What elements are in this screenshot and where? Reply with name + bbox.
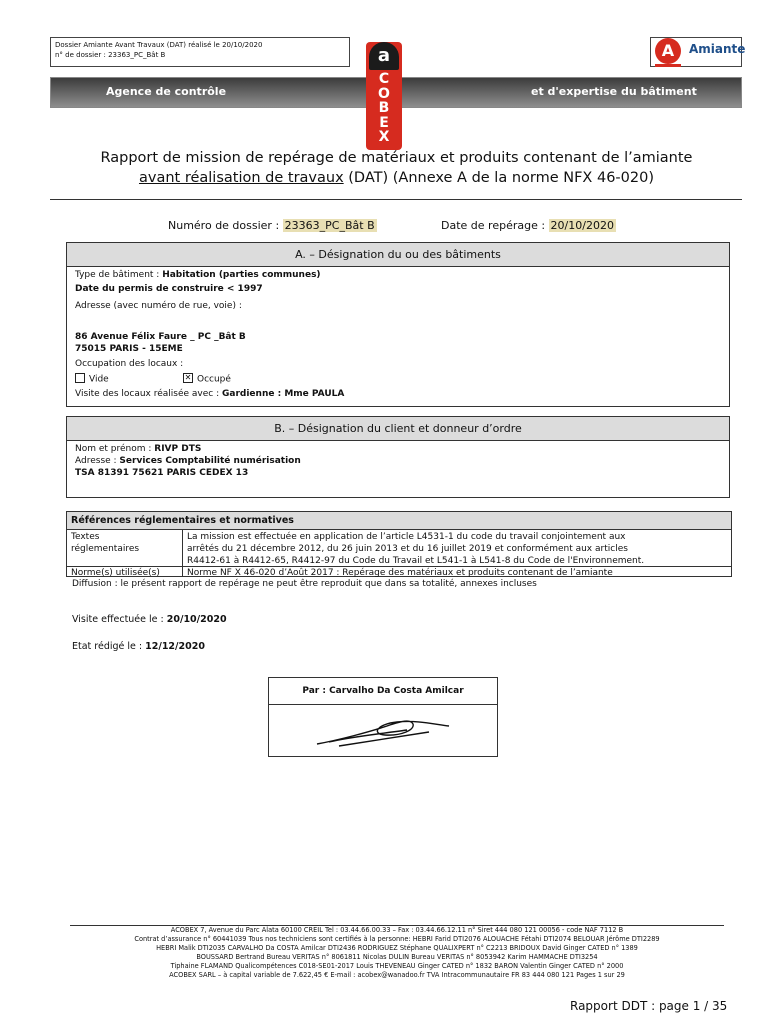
section-a-heading: A. – Désignation du ou des bâtiments <box>67 243 729 267</box>
occupation-vide <box>75 374 109 385</box>
permit-date <box>75 284 263 294</box>
footer-line: Tiphaine FLAMAND Qualicompétences C018-SE01-2017 Louis THEVENEAU Ginger CATED n° 1832 BARON Valentin Ginger CATED n° 2000 <box>170 962 624 970</box>
occupe-checkbox-icon[interactable]: ✕ <box>184 373 192 382</box>
visit-with-label: Visite des locaux réalisée avec : <box>75 389 222 399</box>
report-date <box>72 641 205 652</box>
footer-line: HEBRI Malik DTI2035 CARVALHO Da COSTA Amilcar DTI2436 RODRIGUEZ Stéphane QUALIXPERT n° C2213 BRIDOUX David Ginger CATED n° 1389 <box>156 944 638 952</box>
building-type-value: Habitation (parties communes) <box>162 270 321 280</box>
references-row1-text-line2: arrêtés du 21 décembre 2012, du 26 juin 2013 et du 16 juillet 2019 et conformément aux articles <box>187 544 628 554</box>
references-row1-text-line3: R4412-61 à R4412-65, R4412-97 du Code du Travail et L541-1 à L541-8 du Code de l'Environnement. <box>187 556 645 566</box>
references-row1-text <box>187 531 644 567</box>
client-address-label: Adresse : <box>75 456 120 466</box>
visit-with <box>75 389 344 399</box>
signature-author: Par : Carvalho Da Costa Amilcar <box>269 678 497 705</box>
occupation-occupe <box>183 374 231 385</box>
client-name <box>75 444 201 454</box>
references-row1-label-line1: Textes <box>71 532 100 542</box>
section-b-box <box>66 416 730 498</box>
client-name-value: RIVP DTS <box>154 444 202 454</box>
report-title-underlined: avant réalisation de travaux <box>138 170 344 186</box>
dossier-value: 23363_PC_Bât B <box>284 219 375 232</box>
report-title-line1: Rapport de mission de repérage de matériaux et produits contenant de l’amiante <box>100 150 693 166</box>
report-title-rest: (DAT) (Annexe A de la norme NFX 46-020) <box>343 170 654 186</box>
client-address <box>75 456 301 466</box>
footer-line: ACOBEX 7, Avenue du Parc Alata 60100 CREIL Tel : 03.44.66.00.33 – Fax : 03.44.66.12.11 n° Siret 444 080 121 00056 - code NAF 7112 B <box>170 926 624 934</box>
address-label: Adresse (avec numéro de rue, voie) : <box>75 301 242 311</box>
visit-date <box>72 614 227 625</box>
report-date-label: Etat rédigé le : <box>72 641 146 652</box>
reperage-date-value: 20/10/2020 <box>550 219 614 232</box>
amiante-logo-icon: A <box>655 38 681 64</box>
references-row1-label-line2: réglementaires <box>71 544 140 554</box>
address-line2: 75015 PARIS - 15EME <box>75 344 183 354</box>
amiante-logo-underline <box>655 64 681 67</box>
footer-line: Contrat d’assurance n° 60441039 Tous nos techniciens sont certifiés à la personne: HEBRI Farid DTI2076 ALOUACHE Fétahi DTI2074 BELOUAR Jérôme DTI2289 <box>134 935 660 943</box>
building-type-label: Type de bâtiment : <box>75 270 163 280</box>
handwritten-signature <box>309 710 459 750</box>
vide-checkbox-icon[interactable] <box>75 373 85 383</box>
acobex-letter: E <box>379 114 389 131</box>
acobex-letter: B <box>378 100 390 116</box>
permit-date-value: < 1997 <box>223 284 263 294</box>
page-number: Rapport DDT : page 1 / 35 <box>570 999 728 1013</box>
references-row1-text-line1: La mission est effectuée en application de l’article L4531-1 du code du travail conjointement aux <box>187 532 626 542</box>
building-type <box>75 270 321 280</box>
footer-line: ACOBEX SARL – à capital variable de 7.622,45 € E-mail : acobex@wanadoo.fr TVA Intracommunautaire FR 83 444 080 121 Pages 1 sur 29 <box>169 971 625 979</box>
vide-label: Vide <box>89 374 109 385</box>
references-column-divider <box>182 530 183 577</box>
header-dossier-box <box>50 37 350 67</box>
acobex-letter: X <box>378 129 390 145</box>
footer-line: BOUSSARD Bertrand Bureau VERITAS n° 8061811 Nicolas DULIN Bureau VERITAS n° 8053942 Karim HAMMACHE DTI3254 <box>196 953 598 961</box>
acobex-letter: C <box>378 71 390 87</box>
client-name-label: Nom et prénom : <box>75 444 155 454</box>
amiante-logo-label: Amiante <box>689 42 746 56</box>
diffusion-note: Diffusion : le présent rapport de repérage ne peut être reproduit que dans sa totalité, annexes incluses <box>72 579 537 589</box>
acobex-logo-letters <box>366 72 402 145</box>
signature-box <box>268 677 498 757</box>
reperage-date-label: Date de repérage : <box>441 219 549 232</box>
visit-with-value: Gardienne : Mme PAULA <box>222 389 345 399</box>
acobex-letter: O <box>378 85 390 102</box>
header-dossier-line1: Dossier Amiante Avant Travaux (DAT) réalisé le 20/10/2020 <box>55 41 263 49</box>
references-row2-text: Norme NF X 46-020 d’Août 2017 : Repérage des matériaux et produits contenant de l’amiante <box>187 568 613 578</box>
dossier-number <box>168 219 377 232</box>
section-a-box <box>66 242 730 407</box>
acobex-logo-letter-a: a <box>369 42 399 70</box>
references-row1-label <box>71 531 139 555</box>
reperage-date <box>441 219 616 232</box>
references-row2-label: Norme(s) utilisée(s) <box>71 568 160 578</box>
references-heading: Références réglementaires et normatives <box>67 512 731 530</box>
address-line1: 86 Avenue Félix Faure _ PC _Bât B <box>75 332 246 342</box>
occupe-label: Occupé <box>197 374 231 385</box>
header-dossier-line2: n° de dossier : 23363_PC_Bât B <box>55 51 166 59</box>
occupation-label: Occupation des locaux : <box>75 359 184 369</box>
client-address-line2: TSA 81391 75621 PARIS CEDEX 13 <box>75 468 249 478</box>
references-table <box>66 511 732 577</box>
client-address-value: Services Comptabilité numérisation <box>119 456 301 466</box>
banner-left-text: Agence de contrôle <box>106 85 227 98</box>
dossier-label: Numéro de dossier : <box>168 219 283 232</box>
permit-date-label: Date du permis de construire <box>75 284 224 294</box>
banner-right-text: et d'expertise du bâtiment <box>531 85 697 98</box>
visit-date-value: 20/10/2020 <box>166 614 227 625</box>
title-divider <box>50 199 742 200</box>
report-title-line2 <box>0 170 768 186</box>
section-b-heading: B. – Désignation du client et donneur d’ordre <box>67 417 729 441</box>
visit-date-label: Visite effectuée le : <box>72 614 167 625</box>
report-date-value: 12/12/2020 <box>145 641 205 652</box>
